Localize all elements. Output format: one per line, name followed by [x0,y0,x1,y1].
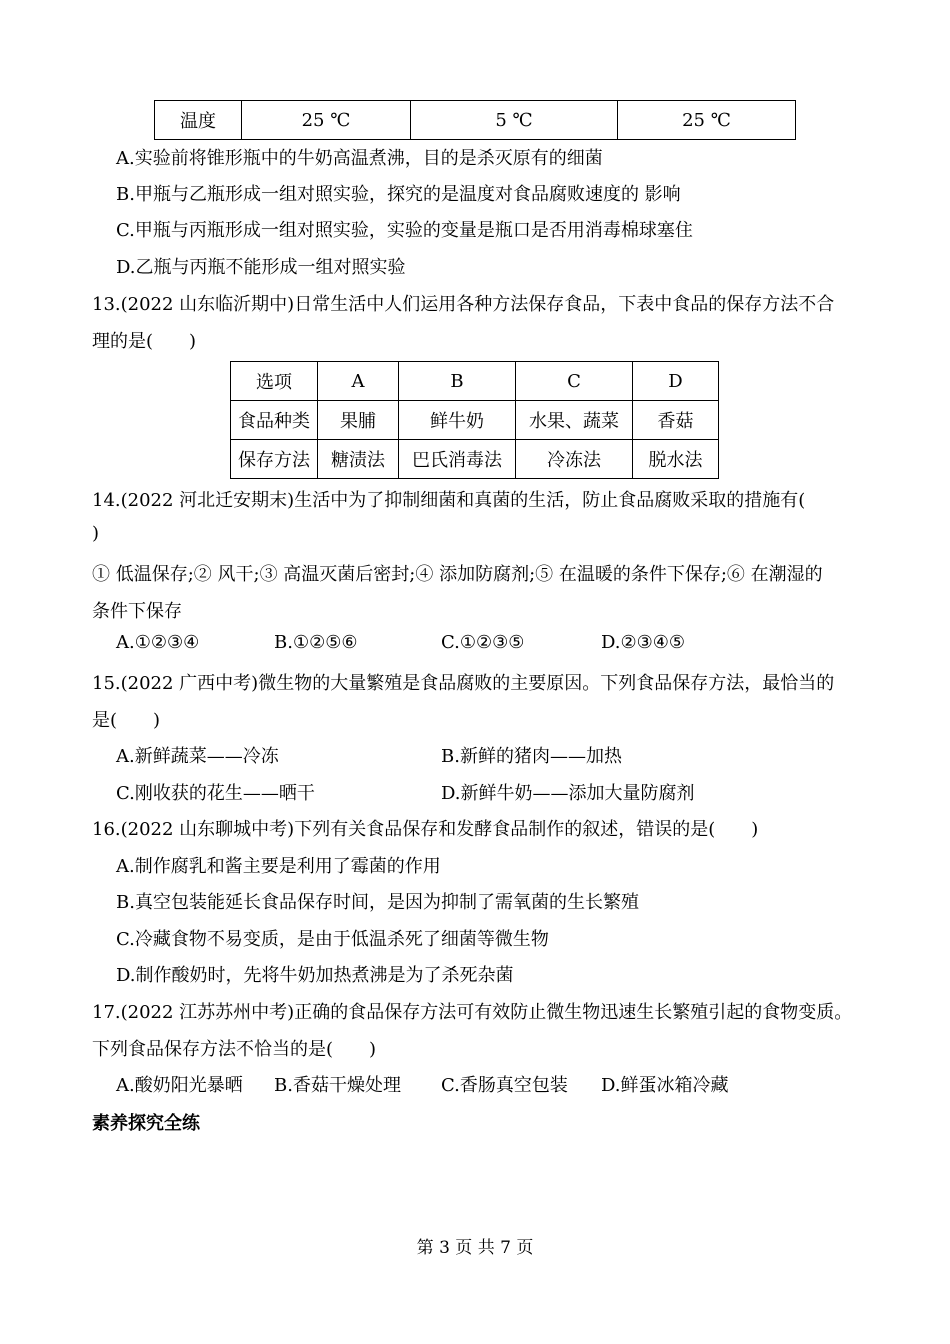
q12-option-b: B.甲瓶与乙瓶形成一组对照实验，探究的是温度对食品腐败速度的 影响 [116,184,681,205]
top-table [154,100,796,140]
q14-stem: 14.(2022 河北迁安期末)生活中为了抑制细菌和真菌的生活，防止食品腐败采取的措施有( [92,490,806,511]
table-row [231,401,719,440]
table-cell: 冷冻法 [516,440,633,479]
table-cell: 温度 [155,101,242,140]
table-cell: 25 ℃ [618,101,796,140]
table-cell: A [318,362,399,401]
table-cell: 25 ℃ [242,101,411,140]
table-cell: D [633,362,719,401]
q17-option-a: A.酸奶阳光暴晒 [116,1075,243,1096]
table-cell: C [516,362,633,401]
table-row [155,101,796,140]
q16-option-b: B.真空包装能延长食品保存时间，是因为抑制了需氧菌的生长繁殖 [116,892,639,913]
table-cell: 香菇 [633,401,719,440]
table-cell: 5 ℃ [411,101,618,140]
q15-option-a: A.新鲜蔬菜——冷冻 [116,746,279,767]
q16-option-d: D.制作酸奶时，先将牛奶加热煮沸是为了杀死杂菌 [116,965,514,986]
q12-option-a: A.实验前将锥形瓶中的牛奶高温煮沸，目的是杀灭原有的细菌 [116,148,603,169]
q17-option-c: C.香肠真空包装 [441,1075,568,1096]
table-cell: 保存方法 [231,440,318,479]
page-footer: 第 3 页 共 7 页 [416,1238,534,1258]
q16-option-c: C.冷藏食物不易变质，是由于低温杀死了细菌等微生物 [116,929,549,950]
q16-stem: 16.(2022 山东聊城中考)下列有关食品保存和发酵食品制作的叙述，错误的是( ) [92,819,759,840]
q13-stem-cont: 理的是( ) [92,331,197,352]
q15-stem-cont: 是( ) [92,710,161,731]
q15-option-d: D.新鲜牛奶——添加大量防腐剂 [441,783,695,804]
table-row [231,440,719,479]
q15-stem: 15.(2022 广西中考)微生物的大量繁殖是食品腐败的主要原因。下列食品保存方法，最恰当的 [92,673,835,694]
q13-stem: 13.(2022 山东临沂期中)日常生活中人们运用各种方法保存食品，下表中食品的保存方法不合 [92,294,835,315]
q17-option-d: D.鲜蛋冰箱冷藏 [601,1075,729,1096]
q14-items-cont: 条件下保存 [92,601,182,622]
table-cell: 巴氏消毒法 [399,440,516,479]
q16-option-a: A.制作腐乳和酱主要是利用了霉菌的作用 [116,856,441,877]
q12-option-d: D.乙瓶与丙瓶不能形成一组对照实验 [116,257,406,278]
q15-option-c: C.刚收获的花生——晒干 [116,783,315,804]
table-cell: 水果、蔬菜 [516,401,633,440]
q14-option-d: D.②③④⑤ [601,632,686,653]
table-cell: 糖渍法 [318,440,399,479]
q14-option-c: C.①②③⑤ [441,632,525,653]
q15-option-b: B.新鲜的猪肉——加热 [441,746,622,767]
q12-option-c: C.甲瓶与丙瓶形成一组对照实验，实验的变量是瓶口是否用消毒棉球塞住 [116,220,693,241]
q17-stem-cont: 下列食品保存方法不恰当的是( ) [92,1039,377,1060]
q14-stem-cont: ) [92,523,100,544]
q14-option-a: A.①②③④ [116,632,200,653]
q17-stem: 17.(2022 江苏苏州中考)正确的食品保存方法可有效防止微生物迅速生长繁殖引起的食物变质。 [92,1002,853,1023]
table-cell: 鲜牛奶 [399,401,516,440]
section-title: 素养探究全练 [92,1113,200,1134]
q13-table [230,361,719,479]
q17-option-b: B.香菇干燥处理 [274,1075,401,1096]
table-cell: 脱水法 [633,440,719,479]
table-row [231,362,719,401]
table-cell: B [399,362,516,401]
table-cell: 食品种类 [231,401,318,440]
table-cell: 果脯 [318,401,399,440]
table-cell: 选项 [231,362,318,401]
q14-items: ① 低温保存;② 风干;③ 高温灭菌后密封;④ 添加防腐剂;⑤ 在温暖的条件下保存;⑥ 在潮湿的 [92,564,823,585]
q14-option-b: B.①②⑤⑥ [274,632,358,653]
